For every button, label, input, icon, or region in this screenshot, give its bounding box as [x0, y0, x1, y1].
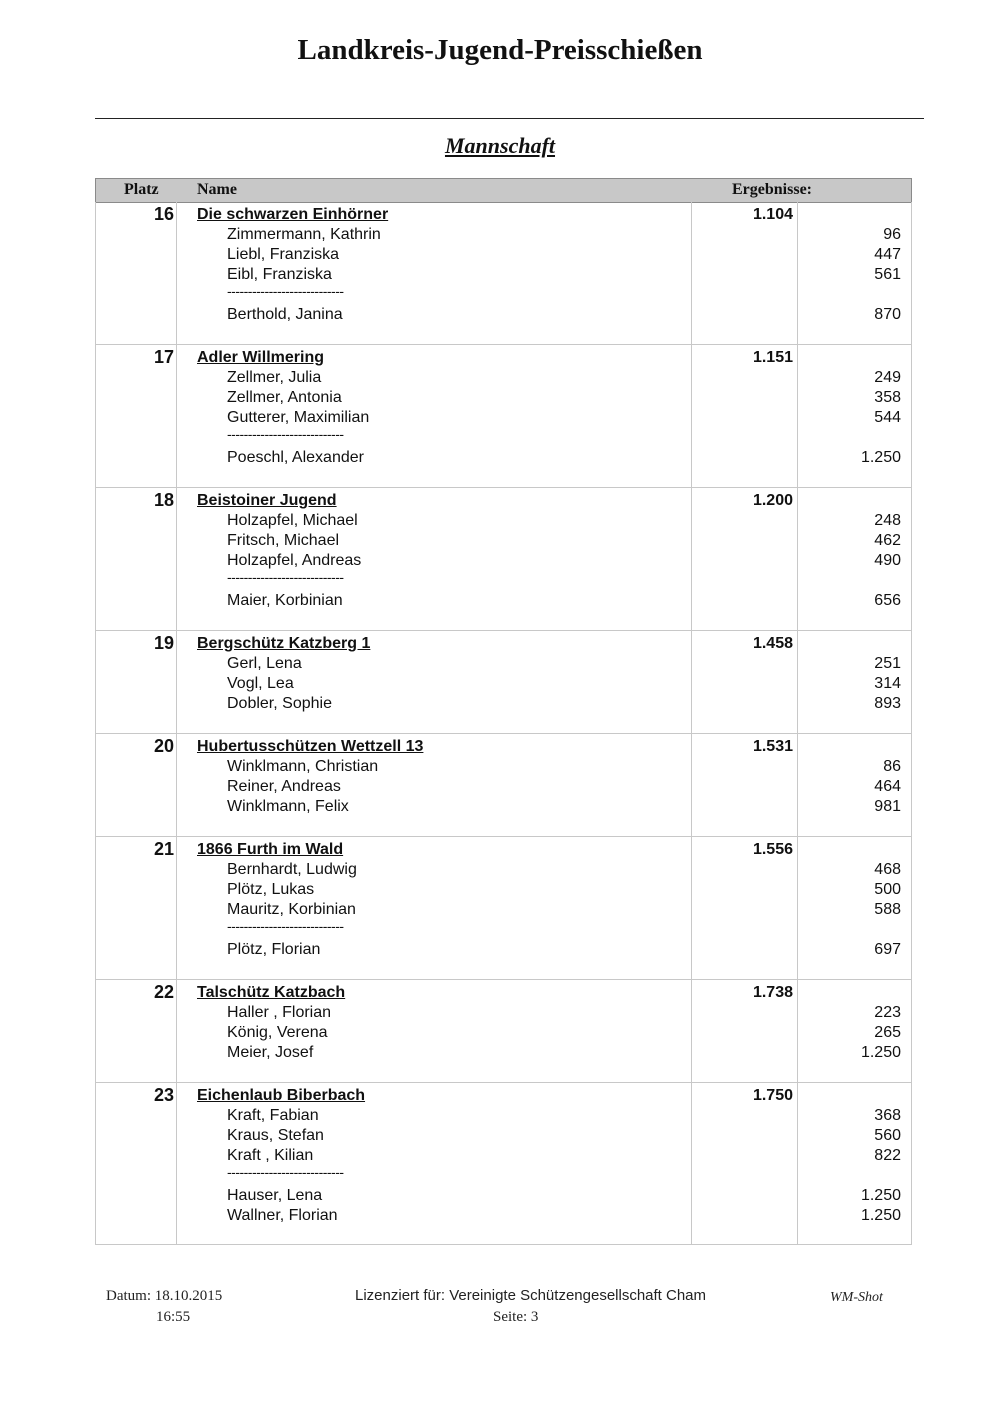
separator-dashes: ---------------------------- — [227, 569, 344, 585]
member-row — [96, 1044, 911, 1064]
member-row — [96, 1004, 911, 1024]
shooter-name: Zellmer, Julia — [227, 369, 322, 386]
member-list — [96, 226, 911, 326]
shooter-score: 697 — [874, 941, 901, 958]
team-total: 1.200 — [752, 492, 793, 509]
member-row — [96, 532, 911, 552]
shooter-name: Kraft , Kilian — [227, 1147, 314, 1164]
shooter-name: Plötz, Lukas — [227, 881, 315, 898]
footer-brand: WM-Shot — [830, 1290, 883, 1305]
shooter-score: 223 — [874, 1004, 901, 1021]
shooter-score: 249 — [874, 369, 901, 386]
shooter-name: Gutterer, Maximilian — [227, 409, 370, 426]
team-name: 1866 Furth im Wald — [197, 841, 344, 858]
member-list — [96, 369, 911, 469]
team-total: 1.556 — [752, 841, 793, 858]
shooter-name: Eibl, Franziska — [227, 266, 332, 283]
team-name: Beistoiner Jugend — [197, 492, 337, 509]
shooter-score: 870 — [874, 306, 901, 323]
member-list — [96, 861, 911, 961]
shooter-score: 822 — [874, 1147, 901, 1164]
reserve-separator — [96, 283, 911, 306]
team-rank: 16 — [153, 204, 174, 224]
shooter-name: Winklmann, Christian — [227, 758, 379, 775]
team-row — [95, 837, 912, 980]
reserve-separator — [96, 918, 911, 941]
shooter-name: Zimmermann, Kathrin — [227, 226, 381, 243]
shooter-score: 560 — [874, 1127, 901, 1144]
shooter-score: 1.250 — [860, 1207, 901, 1224]
shooter-score: 490 — [874, 552, 901, 569]
reserve-row — [96, 592, 911, 612]
member-list — [96, 655, 911, 715]
shooter-name: Maier, Korbinian — [227, 592, 343, 609]
shooter-name: Berthold, Janina — [227, 306, 343, 323]
team-rank: 23 — [153, 1085, 174, 1105]
shooter-score: 447 — [874, 246, 901, 263]
shooter-name: Winklmann, Felix — [227, 798, 349, 815]
shooter-score: 468 — [874, 861, 901, 878]
shooter-score: 500 — [874, 881, 901, 898]
reserve-separator — [96, 426, 911, 449]
team-rank: 21 — [153, 839, 174, 859]
shooter-score: 561 — [874, 266, 901, 283]
shooter-name: Wallner, Florian — [227, 1207, 338, 1224]
reserve-row — [96, 941, 911, 961]
team-row — [95, 202, 912, 345]
shooter-score: 462 — [874, 532, 901, 549]
shooter-score: 358 — [874, 389, 901, 406]
member-row — [96, 778, 911, 798]
member-row — [96, 512, 911, 532]
member-row — [96, 798, 911, 818]
header-name: Name — [197, 181, 237, 198]
team-row — [95, 631, 912, 734]
shooter-score: 96 — [883, 226, 901, 243]
shooter-name: Holzapfel, Michael — [227, 512, 358, 529]
results-table — [95, 202, 912, 1245]
team-row — [95, 1083, 912, 1245]
shooter-score: 86 — [883, 758, 901, 775]
header-platz: Platz — [124, 181, 159, 198]
reserve-separator — [96, 1164, 911, 1187]
team-name: Talschütz Katzbach — [197, 984, 346, 1001]
team-name: Hubertusschützen Wettzell 13 — [197, 738, 424, 755]
member-row — [96, 758, 911, 778]
page-title: Landkreis-Jugend-Preisschießen — [297, 34, 703, 66]
shooter-name: Reiner, Andreas — [227, 778, 341, 795]
member-row — [96, 655, 911, 675]
separator-dashes: ---------------------------- — [227, 918, 344, 934]
page-number: 3 — [530, 1309, 539, 1325]
page-label: Seite: — [493, 1309, 528, 1325]
team-name: Adler Willmering — [197, 349, 324, 366]
table-header — [95, 178, 912, 203]
shooter-score: 265 — [874, 1024, 901, 1041]
shooter-name: Plötz, Florian — [227, 941, 321, 958]
shooter-name: Kraus, Stefan — [227, 1127, 324, 1144]
member-row — [96, 266, 911, 286]
reserve-separator — [96, 569, 911, 592]
shooter-name: Fritsch, Michael — [227, 532, 340, 549]
member-row — [96, 409, 911, 429]
member-row — [96, 1024, 911, 1044]
shooter-name: Kraft, Fabian — [227, 1107, 319, 1124]
member-row — [96, 1147, 911, 1167]
shooter-name: Mauritz, Korbinian — [227, 901, 356, 918]
shooter-name: Gerl, Lena — [227, 655, 302, 672]
title-divider — [95, 118, 924, 119]
separator-dashes: ---------------------------- — [227, 283, 344, 299]
member-row — [96, 369, 911, 389]
footer-license: Lizenziert für: Vereinigte Schützengesellschaft Cham — [355, 1287, 707, 1304]
team-row — [95, 734, 912, 837]
member-row — [96, 695, 911, 715]
member-row — [96, 226, 911, 246]
member-list — [96, 1004, 911, 1064]
member-row — [96, 552, 911, 572]
shooter-name: Hauser, Lena — [227, 1187, 323, 1204]
member-row — [96, 881, 911, 901]
member-row — [96, 901, 911, 921]
team-rank: 19 — [153, 633, 174, 653]
shooter-name: Holzapfel, Andreas — [227, 552, 362, 569]
shooter-score: 248 — [874, 512, 901, 529]
team-rank: 22 — [153, 982, 174, 1002]
team-total: 1.750 — [752, 1087, 793, 1104]
team-total: 1.151 — [752, 349, 793, 366]
team-rank: 17 — [153, 347, 174, 367]
shooter-name: Haller , Florian — [227, 1004, 332, 1021]
shooter-score: 251 — [874, 655, 901, 672]
member-row — [96, 389, 911, 409]
shooter-score: 368 — [874, 1107, 901, 1124]
team-rank: 18 — [153, 490, 174, 510]
footer-date — [106, 1288, 222, 1305]
header-ergebnisse: Ergebnisse: — [732, 181, 812, 198]
team-name: Eichenlaub Biberbach — [197, 1087, 366, 1104]
member-row — [96, 861, 911, 881]
separator-dashes: ---------------------------- — [227, 1164, 344, 1180]
member-list — [96, 758, 911, 818]
shooter-name: Dobler, Sophie — [227, 695, 332, 712]
team-total: 1.458 — [752, 635, 793, 652]
team-row — [95, 488, 912, 631]
team-rank: 20 — [153, 736, 174, 756]
shooter-name: Liebl, Franziska — [227, 246, 340, 263]
shooter-name: Zellmer, Antonia — [227, 389, 342, 406]
shooter-name: Vogl, Lea — [227, 675, 294, 692]
shooter-name: Poeschl, Alexander — [227, 449, 364, 466]
date-label: Datum: — [106, 1288, 151, 1304]
separator-dashes: ---------------------------- — [227, 426, 344, 442]
shooter-score: 893 — [874, 695, 901, 712]
shooter-score: 544 — [874, 409, 901, 426]
shooter-name: Meier, Josef — [227, 1044, 314, 1061]
team-name: Bergschütz Katzberg 1 — [197, 635, 371, 652]
team-row — [95, 345, 912, 488]
shooter-name: König, Verena — [227, 1024, 328, 1041]
section-title: Mannschaft — [444, 133, 556, 158]
shooter-score: 314 — [874, 675, 901, 692]
member-row — [96, 1127, 911, 1147]
date-value: 18.10.2015 — [154, 1288, 223, 1304]
member-row — [96, 1107, 911, 1127]
reserve-row — [96, 1187, 911, 1207]
footer-page — [493, 1309, 538, 1326]
reserve-row — [96, 306, 911, 326]
shooter-score: 1.250 — [860, 1044, 901, 1061]
shooter-score: 981 — [874, 798, 901, 815]
shooter-name: Bernhardt, Ludwig — [227, 861, 357, 878]
member-row — [96, 246, 911, 266]
reserve-row — [96, 449, 911, 469]
shooter-score: 1.250 — [860, 449, 901, 466]
member-row — [96, 675, 911, 695]
shooter-score: 464 — [874, 778, 901, 795]
team-row — [95, 980, 912, 1083]
footer-time: 16:55 — [156, 1309, 191, 1325]
member-list — [96, 512, 911, 612]
shooter-score: 588 — [874, 901, 901, 918]
team-total: 1.738 — [752, 984, 793, 1001]
team-name: Die schwarzen Einhörner — [197, 206, 389, 223]
reserve-row — [96, 1207, 911, 1227]
shooter-score: 1.250 — [860, 1187, 901, 1204]
team-total: 1.531 — [752, 738, 793, 755]
team-total: 1.104 — [752, 206, 793, 223]
shooter-score: 656 — [874, 592, 901, 609]
member-list — [96, 1107, 911, 1227]
